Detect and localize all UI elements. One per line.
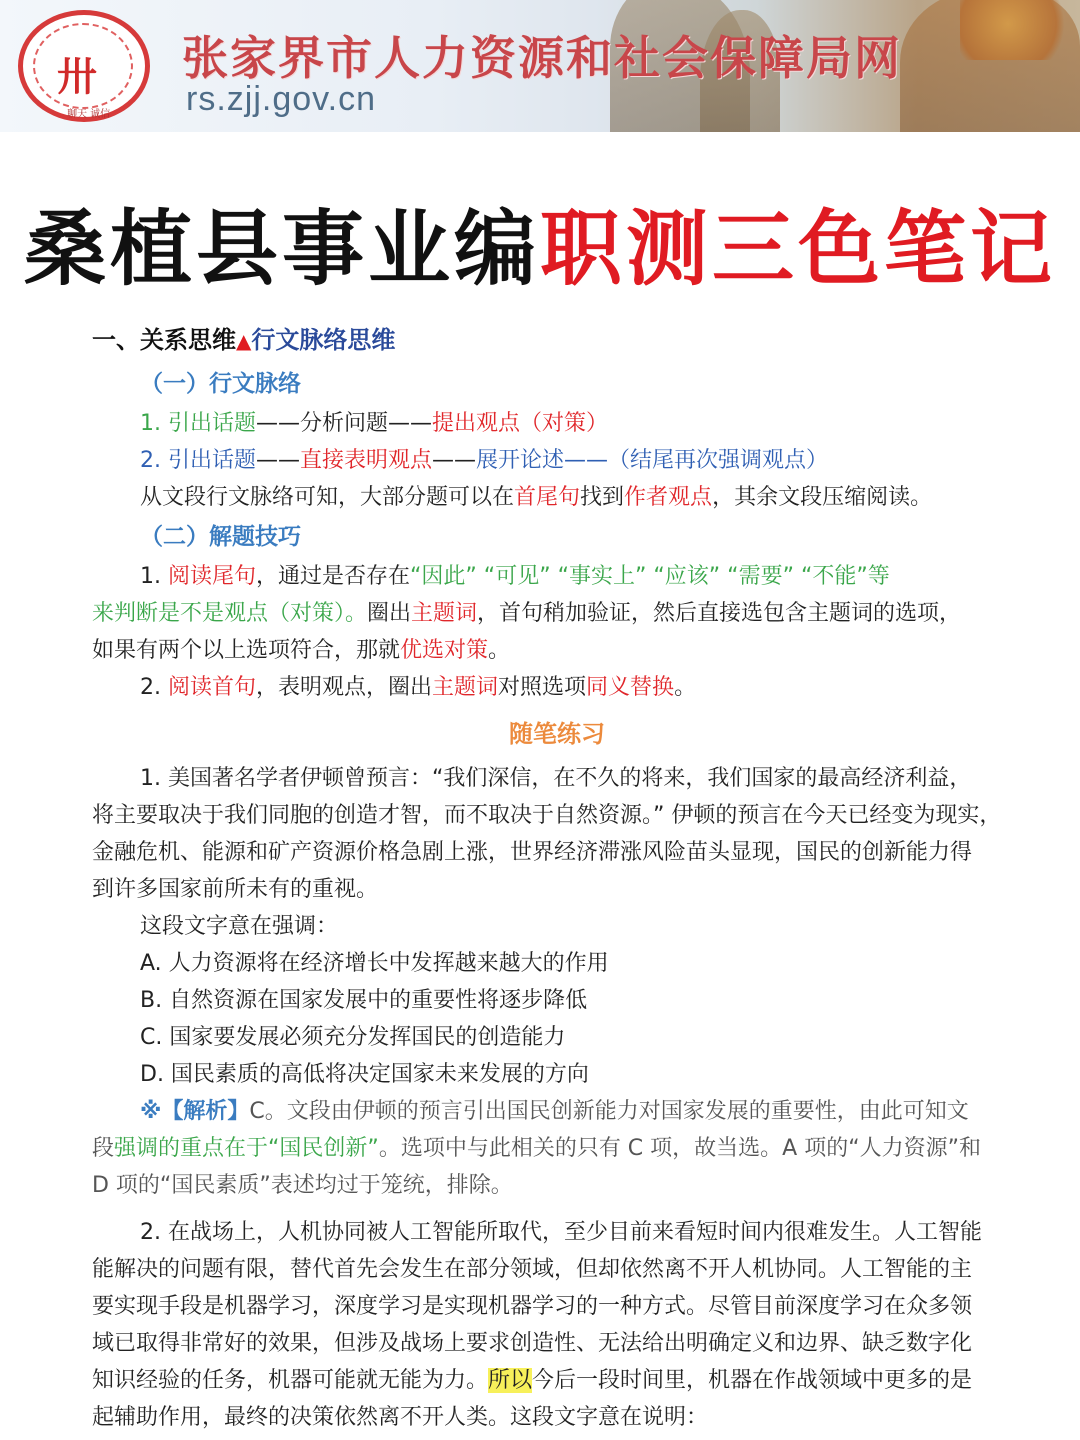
- text-green: “因此” “可见” “事实上” “应该” “需要” “不能”等: [410, 564, 890, 589]
- structure-line-2: [92, 442, 1022, 479]
- option-c[interactable]: C. 国家要发展必须充分发挥国民的创造能力: [140, 1025, 566, 1050]
- question-2-passage: [92, 1214, 1022, 1436]
- passage-line: 能解决的问题有限，替代首先会发生在部分领域，但却依然离不开人机协同。人工智能的主: [92, 1257, 973, 1282]
- structure-line-1: [92, 405, 1022, 442]
- triangle-icon: ▲: [236, 329, 252, 353]
- text-red: 主题词: [432, 675, 499, 700]
- logo-tag: 聊天 诚信: [67, 109, 111, 120]
- text-plain: 对照选项: [498, 675, 587, 700]
- text-red: 作者观点: [624, 485, 713, 510]
- text-plain: C。文段由伊顿的预言引出国民创新能力对国家发展的重要性，由此可知文: [249, 1099, 969, 1124]
- practice-heading: 随笔练习: [509, 720, 605, 748]
- banner-scenery: [960, 0, 1080, 60]
- page-title: [0, 184, 1080, 301]
- passage-line: 1. 美国著名学者伊顿曾预言：“我们深信，在不久的将来，我们国家的最高经济利益，: [140, 766, 972, 791]
- text-plain: 段: [92, 1136, 115, 1161]
- text-red: 直接表明观点: [299, 448, 432, 473]
- text-plain: 。: [674, 675, 697, 700]
- text-red: 首尾句: [514, 485, 581, 510]
- option-d[interactable]: D. 国民素质的高低将决定国家未来发展的方向: [140, 1062, 589, 1087]
- text-plain: 今后一段时间里，机器在作战领域中更多的是: [532, 1368, 973, 1393]
- text-green: 1. 引出话题: [140, 411, 256, 436]
- passage-line: 起辅助作用，最终的决策依然离不开人类。这段文字意在说明：: [92, 1405, 709, 1430]
- text-red: 主题词: [411, 601, 478, 626]
- passage-line: 到许多国家前所未有的重视。: [92, 877, 379, 902]
- text-plain: 。: [488, 638, 511, 663]
- text-red: 优选对策: [400, 638, 489, 663]
- text-blue: 展开论述——（结尾再次强调观点）: [476, 448, 829, 473]
- text-plain: ，首句稍加验证，然后直接选包含主题词的选项，: [477, 601, 962, 626]
- text-plain: 圈出: [367, 601, 412, 626]
- text-plain: 知识经验的任务，机器可能就无能为力。: [92, 1368, 489, 1393]
- question-1-passage: [92, 760, 1022, 908]
- section-heading: [92, 318, 1022, 363]
- section-heading-blue: 行文脉络思维: [251, 326, 396, 354]
- notes-content: [92, 318, 1022, 1436]
- option-b[interactable]: B. 自然资源在国家发展中的重要性将逐步降低: [140, 988, 588, 1013]
- analysis-line: D 项的“国民素质”表述均过于笼统，排除。: [92, 1173, 513, 1198]
- passage-line: 金融危机、能源和矿产资源价格急剧上涨，世界经济滞涨风险苗头显现，国民的创新能力得: [92, 840, 973, 865]
- text-green: 强调的重点在于“国民创新”: [114, 1136, 379, 1161]
- text-plain: ，通过是否存在: [256, 564, 411, 589]
- passage-line: [92, 1362, 1022, 1399]
- analysis-block: [92, 1093, 1022, 1204]
- text-plain: 从文段行文脉络可知，大部分题可以在: [140, 485, 515, 510]
- text-plain: ，表明观点，圈出: [256, 675, 433, 700]
- text-red: 同义替换: [586, 675, 675, 700]
- site-banner: [0, 0, 1080, 132]
- passage-line: 将主要取决于我们同胞的创造才智，而不取决于自然资源。” 伊顿的预言在今天已经变为现实，: [92, 803, 1002, 828]
- site-name: 张家界市人力资源和社会保障局网: [182, 31, 902, 85]
- passage-line: 要实现手段是机器学习，深度学习是实现机器学习的一种方式。尽管目前深度学习在众多领: [92, 1294, 973, 1319]
- text-plain: 2.: [140, 675, 168, 700]
- passage-line: 2. 在战场上，人机协同被人工智能所取代，至少目前来看短时间内很难发生。人工智能: [140, 1220, 982, 1245]
- subsection-title: （二）解题技巧: [140, 524, 301, 550]
- text-green: 来判断是不是观点（对策）。: [92, 601, 368, 626]
- text-plain: ——分析问题——: [255, 411, 432, 436]
- structure-line-3: [92, 479, 1022, 516]
- text-red: 提出观点（对策）: [432, 411, 609, 436]
- tip-paragraph-2: [92, 669, 1022, 706]
- section-heading-text: 一、关系思维: [92, 326, 236, 354]
- logo-figures-icon: 卅: [57, 54, 93, 100]
- text-blue: 2. 引出话题: [140, 448, 256, 473]
- text-plain: ，其余文段压缩阅读。: [712, 485, 933, 510]
- title-black: 桑植县事业编: [23, 202, 540, 297]
- tip-paragraph-1: [92, 558, 1022, 669]
- option-a[interactable]: A. 人力资源将在经济增长中发挥越来越大的作用: [140, 951, 609, 976]
- question-stem: 这段文字意在强调：: [140, 914, 339, 939]
- passage-line: 域已取得非常好的效果，但涉及战场上要求创造性、无法给出明确定义和边界、缺乏数字化: [92, 1331, 973, 1356]
- bureau-logo[interactable]: [18, 10, 150, 122]
- text-plain: ——: [255, 448, 300, 473]
- text-plain: 如果有两个以上选项符合，那就: [92, 638, 401, 663]
- title-red: 职测三色笔记: [540, 202, 1057, 297]
- analysis-label: ※【解析】: [140, 1099, 250, 1124]
- subsection-title: （一）行文脉络: [140, 371, 301, 397]
- site-url[interactable]: rs.zjj.gov.cn: [186, 80, 376, 118]
- text-plain: ——: [432, 448, 476, 473]
- highlighted-text: 所以: [488, 1368, 533, 1393]
- text-red: 阅读首句: [167, 675, 256, 700]
- text-plain: 1.: [140, 564, 168, 589]
- text-plain: 找到: [580, 485, 625, 510]
- text-plain: 。选项中与此相关的只有 C 项，故当选。A 项的“人力资源”和: [378, 1136, 981, 1161]
- text-red: 阅读尾句: [167, 564, 256, 589]
